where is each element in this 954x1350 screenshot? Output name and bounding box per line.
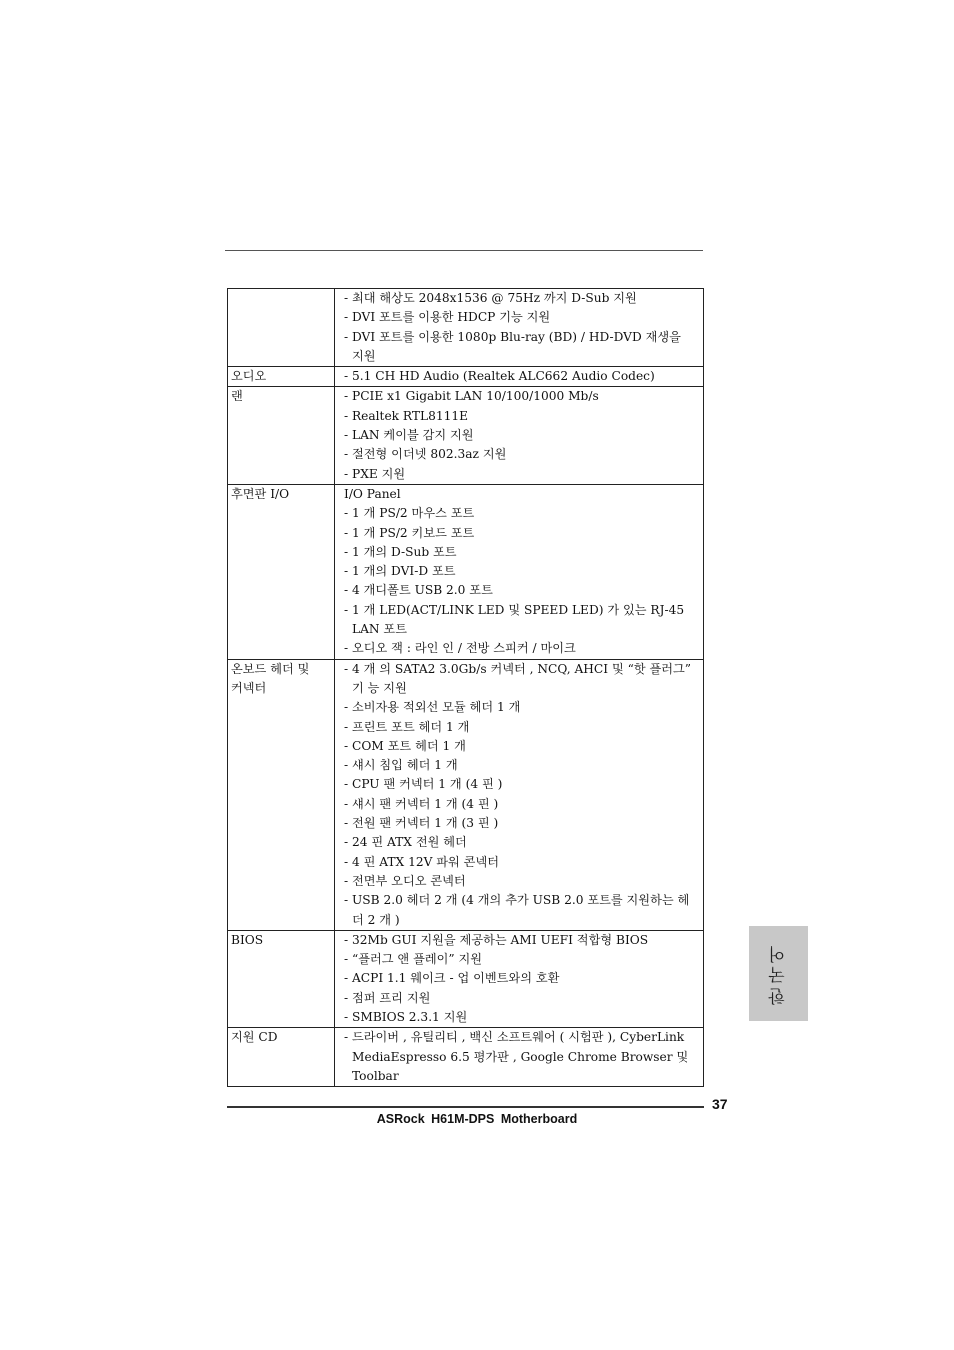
- spec-row-audio: [228, 367, 704, 387]
- spec-line: - 소비자용 적외선 모듈 헤더 1 개: [344, 700, 521, 715]
- spec-line: - DVI 포트를 이용한 1080p Blu-ray (BD) / HD-DVD 재생을 지원: [344, 329, 681, 363]
- spec-line: - 드라이버 , 유틸리티 , 백신 소프트웨어 ( 시험판 ), CyberLink MediaEspresso 6.5 평가판 , Google Chrome Browser 및 Toolbar: [344, 1030, 689, 1083]
- spec-line: - 4 개디폴트 USB 2.0 포트: [344, 583, 493, 598]
- page-number: 37: [712, 1096, 728, 1112]
- spec-line: - USB 2.0 헤더 2 개 (4 개의 추가 USB 2.0 포트를 지원하는 헤더 2 개 ): [344, 893, 690, 927]
- spec-label: [228, 289, 335, 367]
- spec-line: - 절전형 이더넷 802.3az 지원: [344, 447, 507, 462]
- header-rule: [225, 250, 703, 251]
- spec-line: I/O Panel: [344, 486, 401, 501]
- spec-row-graphics-cont: [228, 289, 704, 367]
- language-side-tab: [749, 926, 808, 1021]
- spec-line: - 전원 팬 커넥터 1 개 (3 핀 ): [344, 816, 499, 831]
- spec-line: - 점퍼 프리 지원: [344, 990, 431, 1005]
- spec-row-onboard-headers: [228, 659, 704, 930]
- spec-value: [335, 367, 704, 387]
- spec-value: [335, 1028, 704, 1087]
- spec-line: - 1 개 LED(ACT/LINK LED 및 SPEED LED) 가 있는 RJ-45 LAN 포트: [344, 602, 685, 637]
- spec-label: 랜: [228, 387, 335, 484]
- spec-line: - 1 개의 DVI-D 포트: [344, 564, 456, 579]
- spec-line: - 섀시 침입 헤더 1 개: [344, 758, 458, 773]
- spec-row-lan: [228, 387, 704, 484]
- spec-line: - DVI 포트를 이용한 HDCP 기능 지원: [344, 310, 551, 325]
- spec-line: - 32Mb GUI 지원을 제공하는 AMI UEFI 적합형 BIOS: [344, 932, 649, 947]
- spec-table: [227, 288, 704, 1087]
- spec-line: - 1 개 PS/2 키보드 포트: [344, 525, 475, 540]
- spec-line: - 24 핀 ATX 전원 헤더: [344, 835, 467, 850]
- spec-line: - 최대 해상도 2048x1536 @ 75Hz 까지 D-Sub 지원: [344, 291, 637, 305]
- spec-line: - ACPI 1.1 웨이크 - 업 이벤트와의 호환: [344, 971, 560, 986]
- language-tab-label: 한국어: [769, 942, 789, 1005]
- spec-label: 오디오: [228, 367, 335, 387]
- spec-value: [335, 659, 704, 930]
- spec-line: - SMBIOS 2.3.1 지원: [344, 1009, 468, 1024]
- spec-row-rear-io: [228, 484, 704, 659]
- spec-line: - PXE 지원: [344, 466, 406, 481]
- spec-line: - “플러그 앤 플레이” 지원: [344, 952, 483, 967]
- spec-line: - 프린트 포트 헤더 1 개: [344, 719, 470, 734]
- spec-line: - CPU 팬 커넥터 1 개 (4 핀 ): [344, 777, 503, 792]
- spec-line: - 1 개의 D-Sub 포트: [344, 544, 457, 559]
- spec-value: [335, 484, 704, 659]
- footer-rule: [227, 1106, 704, 1108]
- footer-model-name: ASRock H61M-DPS Motherboard: [376, 1112, 578, 1126]
- spec-line: - 전면부 오디오 콘넥터: [344, 873, 466, 888]
- spec-row-support-cd: [228, 1028, 704, 1087]
- spec-value: [335, 387, 704, 484]
- spec-line: - PCIE x1 Gigabit LAN 10/100/1000 Mb/s: [344, 389, 599, 404]
- spec-line: - COM 포트 헤더 1 개: [344, 738, 466, 753]
- spec-line: - 섀시 팬 커넥터 1 개 (4 핀 ): [344, 796, 499, 811]
- spec-label: 온보드 헤더 및 커넥터: [228, 659, 335, 930]
- spec-value: [335, 289, 704, 367]
- spec-line: - LAN 케이블 감지 지원: [344, 428, 474, 443]
- spec-line: - 4 개 의 SATA2 3.0Gb/s 커넥터 , NCQ, AHCI 및 “핫 플러그” 기 능 지원: [344, 661, 692, 695]
- spec-line: - 4 핀 ATX 12V 파워 콘넥터: [344, 854, 500, 869]
- spec-label: BIOS: [228, 930, 335, 1027]
- spec-label: 후면판 I/O: [228, 484, 335, 659]
- spec-row-bios: [228, 930, 704, 1027]
- spec-line: - 5.1 CH HD Audio (Realtek ALC662 Audio Codec): [344, 369, 655, 384]
- spec-line: - 1 개 PS/2 마우스 포트: [344, 506, 475, 521]
- spec-label: 지원 CD: [228, 1028, 335, 1087]
- spec-line: - 오디오 잭 : 라인 인 / 전방 스피커 / 마이크: [344, 641, 576, 656]
- spec-line: - Realtek RTL8111E: [344, 408, 469, 423]
- spec-value: [335, 930, 704, 1027]
